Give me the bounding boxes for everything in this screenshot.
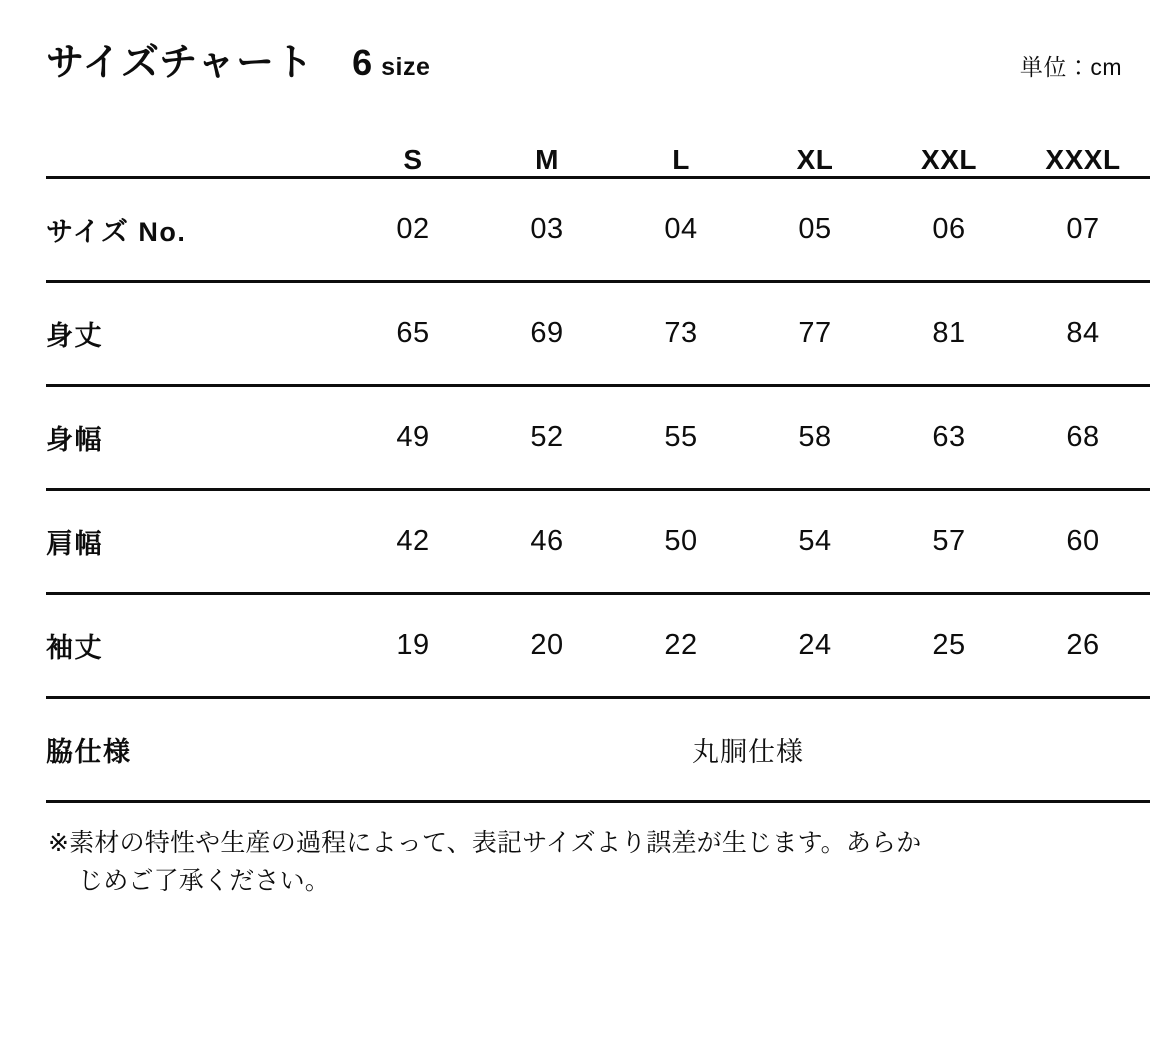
header-row	[46, 144, 1150, 178]
row-label: サイズ No.	[46, 217, 187, 247]
cell-value: 05	[798, 213, 832, 245]
cell-value: 55	[664, 421, 698, 453]
table-row	[46, 698, 1150, 802]
page-header	[46, 0, 1124, 82]
cell-value: 02	[396, 213, 430, 245]
corner-cell	[46, 144, 346, 178]
footnote-line-2: じめご了承ください。	[78, 866, 331, 895]
table-head	[46, 144, 1150, 178]
size-chart-table	[46, 144, 1150, 803]
column-header-s: S	[403, 144, 423, 175]
cell-value: 26	[1066, 629, 1100, 661]
cell-value: 06	[932, 213, 966, 245]
row-label: 袖丈	[46, 633, 103, 663]
cell-value: 77	[798, 317, 832, 349]
row-label: 身幅	[46, 425, 103, 455]
cell-value: 04	[664, 213, 698, 245]
cell-value: 22	[664, 629, 698, 661]
cell-value: 63	[932, 421, 966, 453]
cell-value: 49	[396, 421, 430, 453]
column-header-xl: XL	[796, 144, 834, 175]
cell-value: 84	[1066, 317, 1100, 349]
row-label: 肩幅	[46, 529, 103, 559]
cell-value: 57	[932, 525, 966, 557]
table-row	[46, 594, 1150, 698]
cell-value: 69	[530, 317, 564, 349]
cell-value: 54	[798, 525, 832, 557]
row-label: 身丈	[46, 321, 103, 351]
cell-value: 65	[396, 317, 430, 349]
title-group	[46, 44, 430, 82]
cell-value: 24	[798, 629, 832, 661]
cell-value: 81	[932, 317, 966, 349]
cell-value: 58	[798, 421, 832, 453]
cell-value: 03	[530, 213, 564, 245]
page-title: サイズチャート	[46, 42, 315, 84]
column-header-xxl: XXL	[921, 144, 977, 175]
cell-value: 52	[530, 421, 564, 453]
footnote	[46, 825, 1124, 900]
footnote-line-1: ※素材の特性や生産の過程によって、表記サイズより誤差が生じます。あらか	[48, 829, 922, 857]
column-header-xxxl: XXXL	[1045, 144, 1121, 175]
cell-value: 60	[1066, 525, 1100, 557]
cell-value: 20	[530, 629, 564, 661]
table-row	[46, 386, 1150, 490]
cell-value: 46	[530, 525, 564, 557]
table-row	[46, 178, 1150, 282]
cell-value: 73	[664, 317, 698, 349]
cell-value: 50	[664, 525, 698, 557]
size-word: size	[381, 53, 431, 81]
table-body	[46, 178, 1150, 802]
cell-value: 19	[396, 629, 430, 661]
cell-value: 07	[1066, 213, 1100, 245]
cell-value: 68	[1066, 421, 1100, 453]
size-count: 6	[352, 42, 373, 83]
unit-label: 単位：cm	[1019, 54, 1122, 80]
table-row	[46, 282, 1150, 386]
cell-value: 丸胴仕様	[346, 698, 1150, 802]
column-header-l: L	[672, 144, 690, 175]
table-row	[46, 490, 1150, 594]
row-label: 脇仕様	[46, 698, 346, 802]
cell-value: 25	[932, 629, 966, 661]
column-header-m: M	[535, 144, 559, 175]
cell-value: 42	[396, 525, 430, 557]
